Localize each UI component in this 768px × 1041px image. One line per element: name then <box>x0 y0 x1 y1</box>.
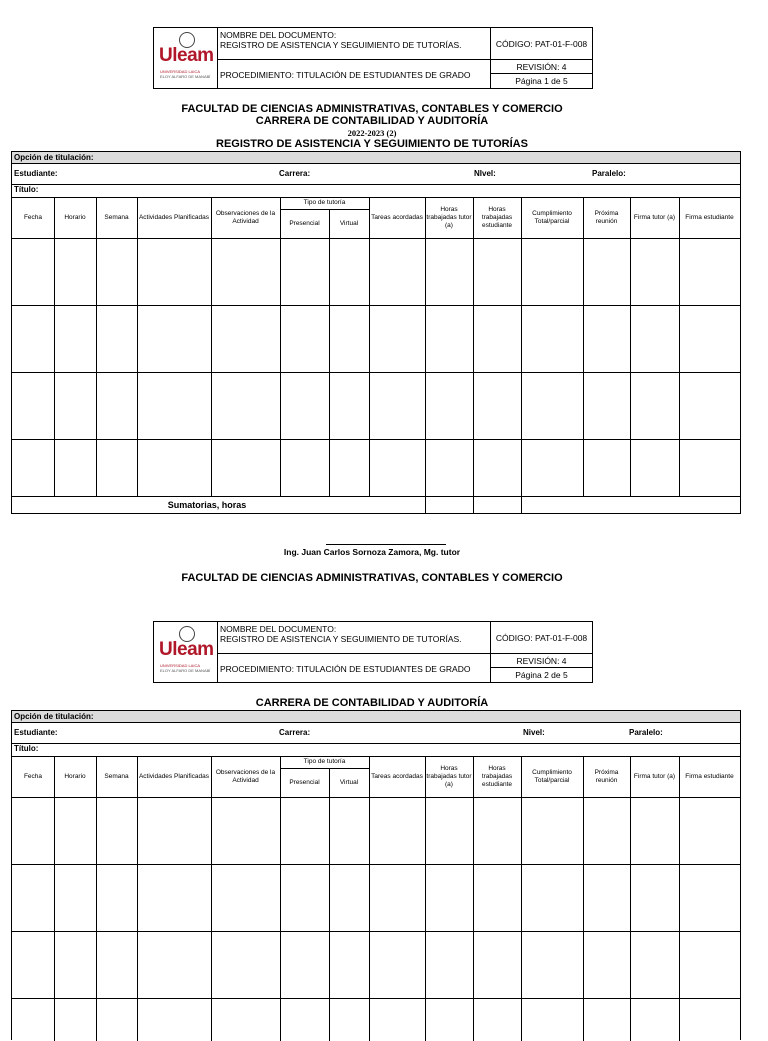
career-label: Carrera: <box>279 728 311 737</box>
logo-word: Uleam <box>159 639 214 660</box>
document-code: CÓDIGO: PAT-01-F-008 <box>491 622 592 654</box>
tipo-tutoria-header: Tipo de tutoría <box>303 199 346 206</box>
column-header: Próxima reunión <box>594 768 619 784</box>
procedure: PROCEDIMIENTO: TITULACIÓN DE ESTUDIANTES DE GRADO <box>217 654 491 682</box>
column-header: Semana <box>104 213 129 221</box>
column-line <box>473 197 474 496</box>
revision: REVISIÓN: 4 <box>491 60 592 74</box>
level-label: NIvel: <box>474 169 496 178</box>
document-name: NOMBRE DEL DOCUMENTO: REGISTRO DE ASISTENCIA Y SEGUIMIENTO DE TUTORÍAS. <box>217 622 491 654</box>
sum-line <box>521 496 522 513</box>
column-line <box>630 197 631 496</box>
page-number: Página 2 de 5 <box>515 670 568 680</box>
column-line <box>425 197 426 496</box>
column-header: Horas trabajadas estudiante <box>481 205 513 229</box>
logo-line1: UNIVERSIDAD LAICA <box>160 69 201 74</box>
column-line <box>630 756 631 1041</box>
column-line <box>96 756 97 1041</box>
column-header: Cumplimiento Total/parcial <box>532 209 572 225</box>
column-line <box>280 197 281 496</box>
column-header: Próxima reunión <box>594 209 619 225</box>
column-header: Presencial <box>289 778 320 786</box>
document-header <box>153 27 593 89</box>
column-header: Semana <box>104 772 129 780</box>
sumatorias-label: Sumatorias, horas <box>167 499 247 510</box>
column-header: Horas trabajadas estudiante <box>481 764 513 788</box>
document-code: CÓDIGO: PAT-01-F-008 <box>491 28 592 60</box>
tutoring-form-2 <box>11 710 741 1040</box>
column-header: Horario <box>64 772 86 780</box>
column-header: Firma estudiante <box>685 213 734 221</box>
column-header: Firma tutor (a) <box>633 213 676 221</box>
column-header: Fecha <box>23 213 43 221</box>
tutoring-form-1 <box>11 151 741 514</box>
logo-word: Uleam <box>159 45 214 66</box>
column-line <box>96 197 97 496</box>
column-line <box>211 756 212 1041</box>
column-line <box>679 197 680 496</box>
title-label: Título: <box>14 744 39 753</box>
procedure: PROCEDIMIENTO: TITULACIÓN DE ESTUDIANTES DE GRADO <box>217 60 491 88</box>
page-number: Página 1 de 5 <box>515 76 568 86</box>
student-row <box>12 163 740 185</box>
career-title-2: CARRERA DE CONTABILIDAD Y AUDITORÍA <box>255 697 489 709</box>
student-label: Estudiante: <box>14 169 58 178</box>
column-line <box>54 756 55 1041</box>
column-header: Actividades Planificadas <box>138 213 210 221</box>
column-header: Observaciones de la Actividad <box>215 209 276 225</box>
title-row <box>12 743 740 757</box>
sum-line <box>473 496 474 513</box>
signature-line <box>326 544 446 545</box>
student-label: Estudiante: <box>14 728 58 737</box>
column-header: Tareas acordadas <box>371 213 423 221</box>
logo-line2: ELOY ALFARO DE MANABÍ <box>160 668 211 673</box>
document-name: NOMBRE DEL DOCUMENTO: REGISTRO DE ASISTENCIA Y SEGUIMIENTO DE TUTORÍAS. <box>217 28 491 60</box>
column-header: Firma estudiante <box>685 772 734 780</box>
title-row <box>12 184 740 198</box>
column-header: Fecha <box>23 772 43 780</box>
column-line <box>137 197 138 496</box>
column-line <box>137 756 138 1041</box>
column-line <box>211 197 212 496</box>
column-line <box>54 197 55 496</box>
subheader-line <box>280 209 369 210</box>
logo-line2: ELOY ALFARO DE MANABÍ <box>160 74 211 79</box>
uleam-logo <box>154 28 218 88</box>
parallel-label: Paralelo: <box>629 728 663 737</box>
column-header: Presencial <box>289 219 320 227</box>
career-title: CARRERA DE CONTABILIDAD Y AUDITORÍA <box>255 115 489 127</box>
column-line <box>521 756 522 1041</box>
sum-line <box>425 496 426 513</box>
column-header: Firma tutor (a) <box>633 772 676 780</box>
tipo-tutoria-header: Tipo de tutoría <box>303 758 346 765</box>
column-header: Actividades Planificadas <box>138 772 210 780</box>
parallel-label: Paralelo: <box>592 169 626 178</box>
logo-line1: UNIVERSIDAD LAICA <box>160 663 201 668</box>
column-header: Virtual <box>339 778 359 786</box>
column-line <box>425 756 426 1041</box>
uleam-logo <box>154 622 218 682</box>
student-row <box>12 722 740 744</box>
column-line <box>521 197 522 496</box>
document-header-2 <box>153 621 593 683</box>
column-line <box>369 197 370 496</box>
tutor-signature: Ing. Juan Carlos Sornoza Zamora, Mg. tutor <box>283 547 461 557</box>
subheader-line <box>280 768 369 769</box>
column-line <box>369 756 370 1041</box>
column-header: Cumplimiento Total/parcial <box>532 768 572 784</box>
faculty-title: FACULTAD DE CIENCIAS ADMINISTRATIVAS, CONTABLES Y COMERCIO <box>181 103 563 115</box>
column-header: Horario <box>64 213 86 221</box>
column-header: Virtual <box>339 219 359 227</box>
career-label: Carrera: <box>279 169 311 178</box>
column-line <box>329 768 330 1041</box>
opcion-label: Opción de titulación: <box>14 712 94 721</box>
period: 2022-2023 (2) <box>347 128 397 138</box>
column-line <box>583 756 584 1041</box>
level-label: Nivel: <box>523 728 545 737</box>
revision: REVISIÓN: 4 <box>491 654 592 668</box>
column-line <box>583 197 584 496</box>
column-line <box>679 756 680 1041</box>
footer-faculty: FACULTAD DE CIENCIAS ADMINISTRATIVAS, CONTABLES Y COMERCIO <box>181 572 563 584</box>
column-header: Observaciones de la Actividad <box>215 768 276 784</box>
column-line <box>280 756 281 1041</box>
opcion-label: Opción de titulación: <box>14 153 94 162</box>
column-line <box>329 209 330 496</box>
column-header: Tareas acordadas <box>371 772 423 780</box>
row-line <box>12 496 740 497</box>
column-header: Horas trabajadas tutor (a) <box>426 205 472 229</box>
title-label: Título: <box>14 185 39 194</box>
register-title: REGISTRO DE ASISTENCIA Y SEGUIMIENTO DE TUTORÍAS <box>216 138 528 150</box>
column-header: Horas trabajadas tutor (a) <box>426 764 472 788</box>
column-line <box>473 756 474 1041</box>
